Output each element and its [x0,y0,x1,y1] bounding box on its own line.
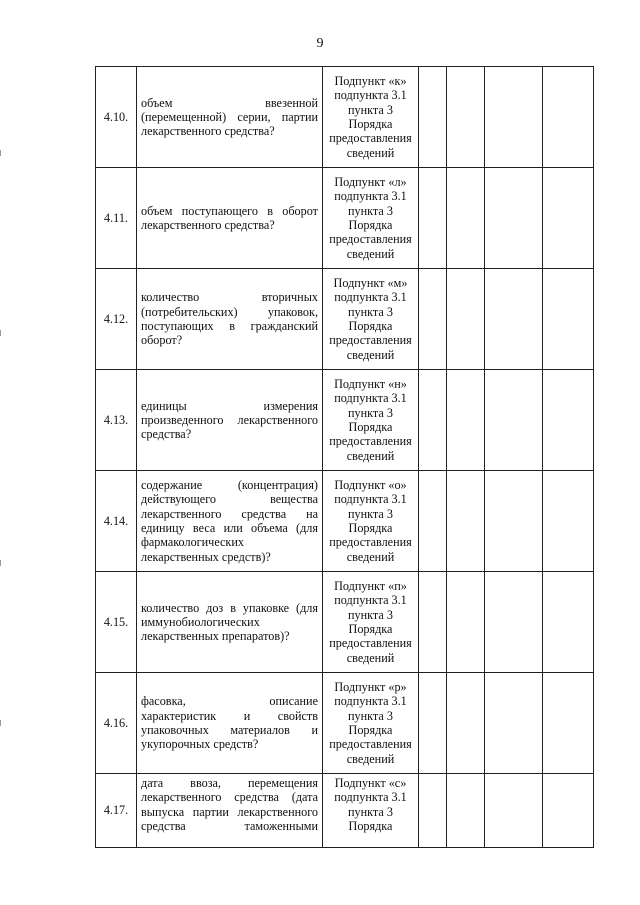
reference-line: Порядка [348,723,393,737]
reference-cell [323,572,419,673]
answer-cell [485,370,543,471]
reference-line: Подпункт «к» [334,74,407,89]
table-row [96,168,594,269]
table-row [96,370,594,471]
reference-line: пункта 3 [348,804,393,819]
reference-line: Порядка [348,420,393,434]
answer-cell [419,370,447,471]
answer-cell [543,370,594,471]
table-row [96,774,594,848]
answer-cell [447,370,485,471]
reference-line: пункта 3 [348,708,393,723]
scan-edge-mark [0,720,1,726]
answer-cell [447,673,485,774]
reference-line: подпункта 3.1 [334,790,407,805]
question-line: единицы измерения [141,398,318,413]
answer-cell [543,67,594,168]
reference-cell [323,67,419,168]
item-number: 4.17. [96,774,137,848]
reference-line: Подпункт «н» [334,377,407,392]
answer-cell [485,67,543,168]
checklist-table [95,66,594,848]
question-line: оборот? [141,333,183,348]
question-line: объем поступающего в оборот [141,203,318,218]
question-line: лекарственных средств)? [141,549,271,564]
reference-line: Подпункт «л» [334,175,407,190]
reference-line: Порядка [348,117,393,131]
reference-line: подпункта 3.1 [334,88,407,103]
reference-line: Подпункт «р» [334,680,407,695]
scan-edge-mark [0,330,1,336]
answer-cell [543,572,594,673]
reference-line: предоставления [329,636,412,651]
question-line: произведенного лекарственного [141,412,318,427]
answer-cell [419,471,447,572]
reference-line: сведений [346,347,395,362]
answer-cell [485,572,543,673]
question-line: единицу веса или объема (для [141,521,318,535]
table-row [96,471,594,572]
question-line: фармакологических [141,535,244,550]
reference-line: Подпункт «м» [333,276,408,291]
reference-cell [323,774,419,848]
reference-line: сведений [346,246,395,261]
reference-line: подпункта 3.1 [334,290,407,305]
answer-cell [419,67,447,168]
question-line: количество вторичных [141,290,318,305]
question-line: средства? [141,427,192,442]
answer-cell [447,572,485,673]
question-line: укупорочных средств? [141,737,259,752]
item-number: 4.10. [96,67,137,168]
reference-line: подпункта 3.1 [334,694,407,709]
question-line: лекарственного средства? [141,124,275,139]
reference-line: предоставления [329,535,412,550]
answer-cell [485,168,543,269]
page-number: 9 [316,36,324,51]
reference-line: пункта 3 [348,203,393,218]
answer-cell [447,269,485,370]
item-number: 4.12. [96,269,137,370]
reference-line: Порядка [348,521,393,535]
question-line: фасовка, описание [141,694,318,709]
reference-line: пункта 3 [348,102,393,117]
question-line: количество доз в упаковке (для [141,600,318,615]
answer-cell [419,673,447,774]
answer-cell [543,168,594,269]
reference-line: сведений [346,448,395,463]
table-row [96,673,594,774]
reference-line: пункта 3 [348,506,393,521]
reference-line: Порядка [348,218,393,232]
answer-cell [447,471,485,572]
reference-line: Подпункт «п» [334,579,407,594]
answer-cell [419,269,447,370]
item-number: 4.14. [96,471,137,572]
reference-line: подпункта 3.1 [334,391,407,406]
answer-cell [447,168,485,269]
question-line: иммунобиологических [141,614,260,629]
reference-line: предоставления [329,232,412,247]
reference-line: предоставления [329,333,412,348]
reference-line: Порядка [348,818,393,833]
answer-cell [543,673,594,774]
reference-line: пункта 3 [348,607,393,622]
reference-line: подпункта 3.1 [334,189,407,204]
reference-line: сведений [346,549,395,564]
reference-line: сведений [346,145,395,160]
question-cell [137,67,323,168]
answer-cell [447,67,485,168]
answer-cell [419,774,447,848]
reference-line: сведений [346,650,395,665]
question-cell [137,168,323,269]
reference-line: сведений [346,751,395,766]
question-line: лекарственных препаратов)? [141,629,290,644]
question-line: действующего вещества [141,492,318,507]
reference-line: Подпункт «о» [334,478,407,493]
question-line: выпуска партии лекарственного [141,804,318,819]
question-cell [137,673,323,774]
question-cell [137,269,323,370]
question-line: содержание (концентрация) [141,478,318,493]
reference-cell [323,269,419,370]
scan-edge-mark [0,150,1,156]
question-line: лекарственного средства (дата [141,790,318,805]
question-line: характеристик и свойств [141,708,318,723]
reference-line: подпункта 3.1 [334,593,407,608]
question-cell [137,774,323,848]
question-line: поступающих в гражданский [141,319,318,333]
reference-cell [323,370,419,471]
answer-cell [543,471,594,572]
reference-cell [323,673,419,774]
answer-cell [485,673,543,774]
question-line: (потребительских) упаковок, [141,304,318,319]
reference-cell [323,168,419,269]
question-line: объем ввезенной [141,95,318,110]
answer-cell [485,269,543,370]
reference-line: предоставления [329,434,412,449]
reference-line: Порядка [348,319,393,333]
answer-cell [419,168,447,269]
question-cell [137,471,323,572]
question-line: лекарственного средства на [141,506,318,521]
reference-line: предоставления [329,737,412,752]
question-line: (перемещенной) серии, партии [141,109,318,124]
question-cell [137,370,323,471]
item-number: 4.15. [96,572,137,673]
question-cell [137,572,323,673]
question-line: упаковочных материалов и [141,723,318,737]
answer-cell [485,774,543,848]
reference-line: подпункта 3.1 [334,492,407,507]
answer-cell [543,774,594,848]
answer-cell [419,572,447,673]
table-row [96,269,594,370]
table-row [96,572,594,673]
reference-line: пункта 3 [348,304,393,319]
answer-cell [485,471,543,572]
reference-line: Порядка [348,622,393,636]
scan-edge-mark [0,560,1,566]
reference-line: Подпункт «с» [334,776,407,790]
answer-cell [543,269,594,370]
item-number: 4.11. [96,168,137,269]
reference-line: предоставления [329,131,412,146]
reference-cell [323,471,419,572]
question-line: средства таможенными [141,818,318,833]
item-number: 4.13. [96,370,137,471]
question-line: лекарственного средства? [141,218,275,232]
reference-line: пункта 3 [348,405,393,420]
item-number: 4.16. [96,673,137,774]
answer-cell [447,774,485,848]
table-row [96,67,594,168]
question-line: дата ввоза, перемещения [141,776,318,790]
